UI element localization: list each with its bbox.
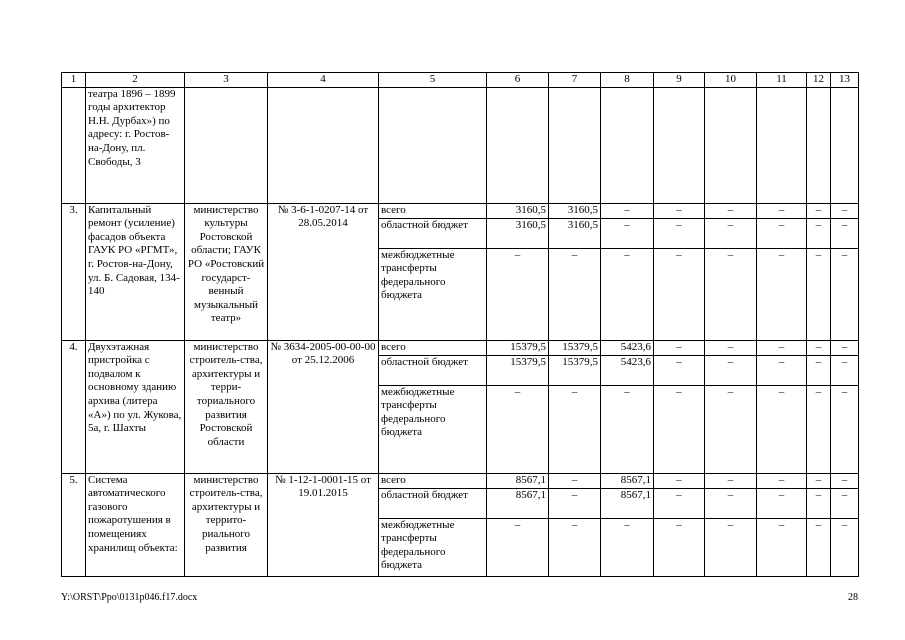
col-header: 5 [379, 73, 487, 88]
amount-cell: 3160,5 [487, 218, 549, 248]
amount-cell: – [654, 248, 705, 340]
amount-cell: – [549, 473, 601, 488]
cell-empty [601, 87, 654, 203]
amount-cell: – [807, 340, 831, 355]
col-header: 10 [705, 73, 757, 88]
cell-empty [705, 87, 757, 203]
amount-cell: – [757, 473, 807, 488]
amount-cell: – [601, 385, 654, 473]
amount-cell: 8567,1 [487, 473, 549, 488]
amount-cell: – [757, 203, 807, 218]
amount-cell: 15379,5 [549, 355, 601, 385]
document-number: № 1-12-1-0001-15 от 19.01.2015 [268, 473, 379, 576]
col-header: 9 [654, 73, 705, 88]
col-header: 4 [268, 73, 379, 88]
amount-cell: – [705, 355, 757, 385]
table-row [62, 340, 859, 355]
customer-name: министерство строитель-ства, архитектуры и террито-риального развития [185, 473, 268, 576]
amount-cell: – [757, 518, 807, 576]
amount-cell: – [807, 203, 831, 218]
amount-cell: 15379,5 [549, 340, 601, 355]
amount-cell: 3160,5 [487, 203, 549, 218]
amount-cell: – [757, 248, 807, 340]
amount-cell: – [807, 385, 831, 473]
col-header: 12 [807, 73, 831, 88]
amount-cell: – [757, 385, 807, 473]
amount-cell: 3160,5 [549, 203, 601, 218]
funding-source: всего [379, 473, 487, 488]
amount-cell: – [654, 488, 705, 518]
amount-cell: – [831, 340, 859, 355]
amount-cell: – [807, 248, 831, 340]
amount-cell: – [831, 203, 859, 218]
amount-cell: – [757, 355, 807, 385]
object-name: Система автоматического газового пожаротушения в помещениях хранилищ объекта: [86, 473, 185, 576]
cell-empty [185, 87, 268, 203]
object-name: Двухэтажная пристройка с подвалом к основному зданию архива (литера «А») по ул. Жукова, 5а, г. Шахты [86, 340, 185, 473]
budget-table [61, 72, 859, 577]
page-number: 28 [848, 592, 858, 603]
col-header: 1 [62, 73, 86, 88]
funding-source: межбюджетные трансферты федерального бюджета [379, 248, 487, 340]
amount-cell: – [807, 488, 831, 518]
document-number: № 3-6-1-0207-14 от 28.05.2014 [268, 203, 379, 340]
amount-cell: 15379,5 [487, 340, 549, 355]
funding-source: всего [379, 203, 487, 218]
amount-cell: – [654, 385, 705, 473]
col-header: 3 [185, 73, 268, 88]
amount-cell: – [831, 218, 859, 248]
cell-empty [831, 87, 859, 203]
customer-name: министерство культуры Ростовской области; ГАУК РО «Ростовский государст-венный музыкальный театр» [185, 203, 268, 340]
amount-cell: – [601, 518, 654, 576]
amount-cell: 8567,1 [601, 488, 654, 518]
amount-cell: – [549, 488, 601, 518]
amount-cell: – [487, 518, 549, 576]
amount-cell: – [807, 218, 831, 248]
funding-source: межбюджетные трансферты федерального бюджета [379, 518, 487, 576]
amount-cell: – [831, 355, 859, 385]
amount-cell: – [807, 355, 831, 385]
cell-empty [268, 87, 379, 203]
amount-cell: – [654, 340, 705, 355]
amount-cell: – [654, 355, 705, 385]
amount-cell: – [487, 248, 549, 340]
amount-cell: – [757, 488, 807, 518]
amount-cell: – [807, 518, 831, 576]
cell-empty [62, 87, 86, 203]
continuation-row [62, 87, 859, 203]
amount-cell: 8567,1 [487, 488, 549, 518]
continuation-text: театра 1896 – 1899 годы архитектор Н.Н. Дурбах») по адресу: г. Ростов-на-Дону, пл. Свободы, 3 [86, 87, 185, 203]
col-header: 11 [757, 73, 807, 88]
amount-cell: – [705, 488, 757, 518]
amount-cell: – [654, 203, 705, 218]
funding-source: всего [379, 340, 487, 355]
amount-cell: – [654, 218, 705, 248]
cell-empty [549, 87, 601, 203]
record-number: 4. [62, 340, 86, 473]
table-row [62, 473, 859, 488]
cell-empty [757, 87, 807, 203]
amount-cell: – [831, 248, 859, 340]
amount-cell: – [831, 488, 859, 518]
cell-empty [654, 87, 705, 203]
amount-cell: – [549, 248, 601, 340]
col-header: 13 [831, 73, 859, 88]
table-row [62, 203, 859, 218]
cell-empty [807, 87, 831, 203]
amount-cell: – [705, 385, 757, 473]
amount-cell: 5423,6 [601, 340, 654, 355]
amount-cell: – [549, 385, 601, 473]
amount-cell: – [654, 473, 705, 488]
amount-cell: – [831, 473, 859, 488]
header-row [62, 73, 859, 88]
record-number: 5. [62, 473, 86, 576]
amount-cell: – [487, 385, 549, 473]
amount-cell: 3160,5 [549, 218, 601, 248]
customer-name: министерство строитель-ства, архитектуры и терри-ториального развития Ростовской области [185, 340, 268, 473]
funding-source: областной бюджет [379, 488, 487, 518]
funding-source: областной бюджет [379, 355, 487, 385]
amount-cell: – [549, 518, 601, 576]
amount-cell: 8567,1 [601, 473, 654, 488]
funding-source: межбюджетные трансферты федерального бюджета [379, 385, 487, 473]
object-name: Капитальный ремонт (усиление) фасадов объекта ГАУК РО «РГМТ», г. Ростов-на-Дону, ул. Б. Садовая, 134-140 [86, 203, 185, 340]
amount-cell: – [705, 218, 757, 248]
footer-file-path: Y:\ORST\Ppo\0131p046.f17.docx [61, 592, 198, 603]
cell-empty [487, 87, 549, 203]
amount-cell: – [601, 248, 654, 340]
amount-cell: – [807, 473, 831, 488]
cell-empty [379, 87, 487, 203]
amount-cell: – [601, 203, 654, 218]
table-body [62, 73, 859, 577]
col-header: 7 [549, 73, 601, 88]
amount-cell: – [705, 518, 757, 576]
amount-cell: – [654, 518, 705, 576]
amount-cell: – [831, 518, 859, 576]
amount-cell: – [705, 340, 757, 355]
amount-cell: 5423,6 [601, 355, 654, 385]
record-number: 3. [62, 203, 86, 340]
amount-cell: – [705, 248, 757, 340]
amount-cell: – [757, 218, 807, 248]
col-header: 6 [487, 73, 549, 88]
amount-cell: – [705, 203, 757, 218]
amount-cell: 15379,5 [487, 355, 549, 385]
document-number: № 3634-2005-00-00-00 от 25.12.2006 [268, 340, 379, 473]
funding-source: областной бюджет [379, 218, 487, 248]
amount-cell: – [757, 340, 807, 355]
col-header: 8 [601, 73, 654, 88]
amount-cell: – [831, 385, 859, 473]
amount-cell: – [705, 473, 757, 488]
amount-cell: – [601, 218, 654, 248]
col-header: 2 [86, 73, 185, 88]
